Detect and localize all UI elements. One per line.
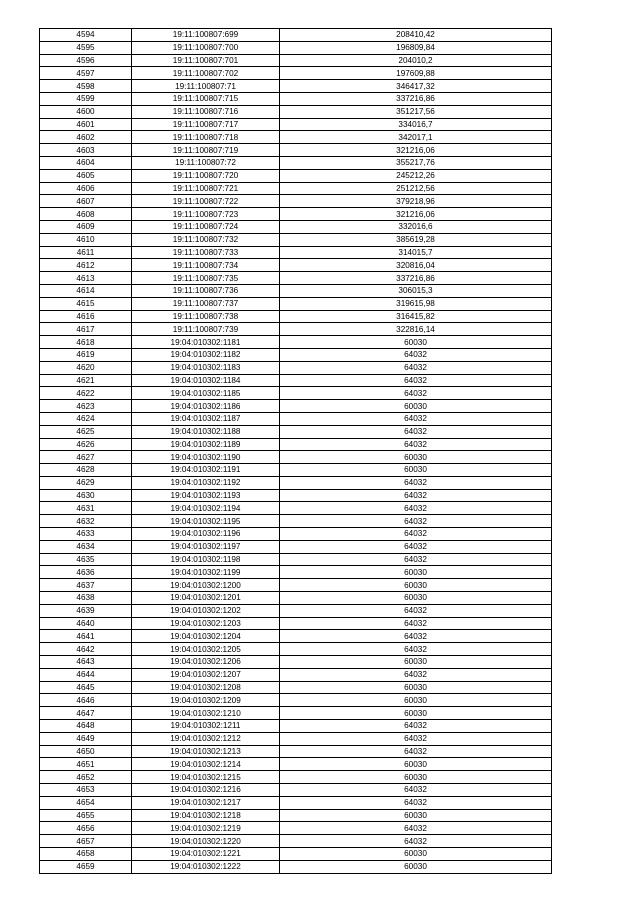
- row-number-cell: 4644: [40, 668, 132, 681]
- value-cell: 355217,76: [280, 156, 552, 169]
- cadastral-number-cell: 19:11:100807:723: [132, 208, 280, 221]
- data-table: [39, 28, 552, 874]
- value-cell: 60030: [280, 681, 552, 694]
- row-number-cell: 4640: [40, 617, 132, 630]
- row-number-cell: 4645: [40, 681, 132, 694]
- cadastral-number-cell: 19:04:010302:1200: [132, 579, 280, 592]
- cadastral-number-cell: 19:04:010302:1202: [132, 604, 280, 617]
- cadastral-number-cell: 19:04:010302:1196: [132, 528, 280, 541]
- table-row: [40, 169, 552, 182]
- cadastral-number-cell: 19:11:100807:717: [132, 118, 280, 131]
- cadastral-number-cell: 19:04:010302:1201: [132, 592, 280, 605]
- table-row: [40, 336, 552, 349]
- row-number-cell: 4621: [40, 374, 132, 387]
- value-cell: 64032: [280, 425, 552, 438]
- value-cell: 351217,56: [280, 105, 552, 118]
- table-row: [40, 105, 552, 118]
- row-number-cell: 4598: [40, 80, 132, 93]
- table-row: [40, 848, 552, 861]
- value-cell: 64032: [280, 822, 552, 835]
- table-row: [40, 694, 552, 707]
- value-cell: 60030: [280, 451, 552, 464]
- value-cell: 64032: [280, 540, 552, 553]
- cadastral-number-cell: 19:04:010302:1187: [132, 412, 280, 425]
- cadastral-number-cell: 19:04:010302:1208: [132, 681, 280, 694]
- table-row: [40, 809, 552, 822]
- cadastral-number-cell: 19:11:100807:737: [132, 297, 280, 310]
- value-cell: 60030: [280, 592, 552, 605]
- table-row: [40, 297, 552, 310]
- value-cell: 204010,2: [280, 54, 552, 67]
- cadastral-number-cell: 19:11:100807:716: [132, 105, 280, 118]
- cadastral-number-cell: 19:04:010302:1221: [132, 848, 280, 861]
- table-row: [40, 758, 552, 771]
- row-number-cell: 4635: [40, 553, 132, 566]
- cadastral-number-cell: 19:04:010302:1190: [132, 451, 280, 464]
- row-number-cell: 4638: [40, 592, 132, 605]
- table-row: [40, 489, 552, 502]
- row-number-cell: 4595: [40, 41, 132, 54]
- row-number-cell: 4630: [40, 489, 132, 502]
- table-row: [40, 284, 552, 297]
- row-number-cell: 4618: [40, 336, 132, 349]
- cadastral-number-cell: 19:04:010302:1206: [132, 656, 280, 669]
- row-number-cell: 4600: [40, 105, 132, 118]
- cadastral-number-cell: 19:04:010302:1195: [132, 515, 280, 528]
- value-cell: 64032: [280, 387, 552, 400]
- row-number-cell: 4648: [40, 720, 132, 733]
- cadastral-number-cell: 19:11:100807:724: [132, 220, 280, 233]
- row-number-cell: 4656: [40, 822, 132, 835]
- cadastral-number-cell: 19:11:100807:722: [132, 195, 280, 208]
- cadastral-number-cell: 19:04:010302:1220: [132, 835, 280, 848]
- cadastral-number-cell: 19:04:010302:1211: [132, 720, 280, 733]
- cadastral-number-cell: 19:11:100807:701: [132, 54, 280, 67]
- value-cell: 64032: [280, 502, 552, 515]
- value-cell: 60030: [280, 464, 552, 477]
- value-cell: 64032: [280, 796, 552, 809]
- row-number-cell: 4655: [40, 809, 132, 822]
- row-number-cell: 4626: [40, 438, 132, 451]
- table-row: [40, 233, 552, 246]
- value-cell: 208410,42: [280, 29, 552, 42]
- cadastral-number-cell: 19:11:100807:699: [132, 29, 280, 42]
- cadastral-number-cell: 19:04:010302:1222: [132, 860, 280, 873]
- cadastral-number-cell: 19:04:010302:1217: [132, 796, 280, 809]
- value-cell: 64032: [280, 374, 552, 387]
- row-number-cell: 4639: [40, 604, 132, 617]
- row-number-cell: 4617: [40, 323, 132, 336]
- row-number-cell: 4597: [40, 67, 132, 80]
- value-cell: 337216,86: [280, 272, 552, 285]
- cadastral-number-cell: 19:04:010302:1198: [132, 553, 280, 566]
- table-row: [40, 592, 552, 605]
- row-number-cell: 4620: [40, 361, 132, 374]
- value-cell: 60030: [280, 758, 552, 771]
- cadastral-number-cell: 19:04:010302:1203: [132, 617, 280, 630]
- value-cell: 64032: [280, 361, 552, 374]
- row-number-cell: 4622: [40, 387, 132, 400]
- cadastral-number-cell: 19:04:010302:1207: [132, 668, 280, 681]
- table-row: [40, 80, 552, 93]
- table-body: [40, 29, 552, 874]
- cadastral-number-cell: 19:11:100807:71: [132, 80, 280, 93]
- cadastral-number-cell: 19:04:010302:1216: [132, 784, 280, 797]
- value-cell: 64032: [280, 476, 552, 489]
- table-row: [40, 182, 552, 195]
- table-row: [40, 528, 552, 541]
- cadastral-number-cell: 19:11:100807:700: [132, 41, 280, 54]
- value-cell: 64032: [280, 835, 552, 848]
- cadastral-number-cell: 19:11:100807:734: [132, 259, 280, 272]
- value-cell: 316415,82: [280, 310, 552, 323]
- row-number-cell: 4603: [40, 144, 132, 157]
- table-row: [40, 464, 552, 477]
- table-row: [40, 502, 552, 515]
- table-row: [40, 131, 552, 144]
- table-row: [40, 400, 552, 413]
- value-cell: 64032: [280, 553, 552, 566]
- value-cell: 314015,7: [280, 246, 552, 259]
- value-cell: 196809,84: [280, 41, 552, 54]
- value-cell: 332016,6: [280, 220, 552, 233]
- row-number-cell: 4647: [40, 707, 132, 720]
- value-cell: 60030: [280, 400, 552, 413]
- table-row: [40, 796, 552, 809]
- cadastral-number-cell: 19:04:010302:1214: [132, 758, 280, 771]
- table-row: [40, 259, 552, 272]
- table-row: [40, 118, 552, 131]
- value-cell: 306015,3: [280, 284, 552, 297]
- row-number-cell: 4633: [40, 528, 132, 541]
- value-cell: 60030: [280, 771, 552, 784]
- row-number-cell: 4649: [40, 732, 132, 745]
- table-row: [40, 643, 552, 656]
- value-cell: 64032: [280, 643, 552, 656]
- row-number-cell: 4632: [40, 515, 132, 528]
- row-number-cell: 4606: [40, 182, 132, 195]
- row-number-cell: 4623: [40, 400, 132, 413]
- cadastral-number-cell: 19:04:010302:1184: [132, 374, 280, 387]
- table-row: [40, 54, 552, 67]
- value-cell: 64032: [280, 732, 552, 745]
- cadastral-number-cell: 19:04:010302:1209: [132, 694, 280, 707]
- value-cell: 251212,56: [280, 182, 552, 195]
- row-number-cell: 4607: [40, 195, 132, 208]
- table-row: [40, 566, 552, 579]
- value-cell: 64032: [280, 515, 552, 528]
- row-number-cell: 4612: [40, 259, 132, 272]
- row-number-cell: 4610: [40, 233, 132, 246]
- value-cell: 320816,04: [280, 259, 552, 272]
- value-cell: 379218,96: [280, 195, 552, 208]
- cadastral-number-cell: 19:04:010302:1213: [132, 745, 280, 758]
- value-cell: 342017,1: [280, 131, 552, 144]
- value-cell: 319615,98: [280, 297, 552, 310]
- cadastral-number-cell: 19:04:010302:1194: [132, 502, 280, 515]
- cadastral-number-cell: 19:04:010302:1186: [132, 400, 280, 413]
- cadastral-number-cell: 19:04:010302:1182: [132, 348, 280, 361]
- cadastral-number-cell: 19:04:010302:1192: [132, 476, 280, 489]
- table-row: [40, 681, 552, 694]
- row-number-cell: 4608: [40, 208, 132, 221]
- cadastral-number-cell: 19:04:010302:1204: [132, 630, 280, 643]
- table-row: [40, 860, 552, 873]
- table-row: [40, 67, 552, 80]
- cadastral-number-cell: 19:11:100807:702: [132, 67, 280, 80]
- value-cell: 60030: [280, 860, 552, 873]
- value-cell: 321216,06: [280, 144, 552, 157]
- row-number-cell: 4609: [40, 220, 132, 233]
- row-number-cell: 4631: [40, 502, 132, 515]
- value-cell: 60030: [280, 566, 552, 579]
- row-number-cell: 4605: [40, 169, 132, 182]
- table-row: [40, 707, 552, 720]
- value-cell: 60030: [280, 707, 552, 720]
- row-number-cell: 4659: [40, 860, 132, 873]
- cadastral-number-cell: 19:04:010302:1188: [132, 425, 280, 438]
- table-row: [40, 745, 552, 758]
- row-number-cell: 4613: [40, 272, 132, 285]
- cadastral-number-cell: 19:11:100807:720: [132, 169, 280, 182]
- cadastral-number-cell: 19:11:100807:736: [132, 284, 280, 297]
- row-number-cell: 4658: [40, 848, 132, 861]
- row-number-cell: 4637: [40, 579, 132, 592]
- row-number-cell: 4643: [40, 656, 132, 669]
- row-number-cell: 4611: [40, 246, 132, 259]
- value-cell: 60030: [280, 656, 552, 669]
- value-cell: 60030: [280, 809, 552, 822]
- table-row: [40, 374, 552, 387]
- cadastral-number-cell: 19:04:010302:1215: [132, 771, 280, 784]
- row-number-cell: 4601: [40, 118, 132, 131]
- table-row: [40, 246, 552, 259]
- row-number-cell: 4627: [40, 451, 132, 464]
- value-cell: 60030: [280, 694, 552, 707]
- table-row: [40, 425, 552, 438]
- row-number-cell: 4599: [40, 92, 132, 105]
- row-number-cell: 4624: [40, 412, 132, 425]
- row-number-cell: 4596: [40, 54, 132, 67]
- cadastral-number-cell: 19:04:010302:1185: [132, 387, 280, 400]
- value-cell: 64032: [280, 745, 552, 758]
- value-cell: 245212,26: [280, 169, 552, 182]
- table-row: [40, 617, 552, 630]
- table-row: [40, 771, 552, 784]
- table-row: [40, 220, 552, 233]
- cadastral-number-cell: 19:11:100807:735: [132, 272, 280, 285]
- cadastral-number-cell: 19:11:100807:715: [132, 92, 280, 105]
- table-row: [40, 272, 552, 285]
- cadastral-number-cell: 19:11:100807:721: [132, 182, 280, 195]
- table-row: [40, 604, 552, 617]
- table-row: [40, 668, 552, 681]
- row-number-cell: 4650: [40, 745, 132, 758]
- row-number-cell: 4646: [40, 694, 132, 707]
- row-number-cell: 4657: [40, 835, 132, 848]
- table-row: [40, 451, 552, 464]
- table-row: [40, 310, 552, 323]
- table-row: [40, 784, 552, 797]
- row-number-cell: 4634: [40, 540, 132, 553]
- row-number-cell: 4642: [40, 643, 132, 656]
- table-row: [40, 41, 552, 54]
- value-cell: 334016,7: [280, 118, 552, 131]
- row-number-cell: 4629: [40, 476, 132, 489]
- cadastral-number-cell: 19:04:010302:1205: [132, 643, 280, 656]
- table-row: [40, 144, 552, 157]
- table-row: [40, 156, 552, 169]
- table-row: [40, 92, 552, 105]
- value-cell: 322816,14: [280, 323, 552, 336]
- value-cell: 64032: [280, 720, 552, 733]
- cadastral-number-cell: 19:04:010302:1183: [132, 361, 280, 374]
- value-cell: 64032: [280, 528, 552, 541]
- table-row: [40, 732, 552, 745]
- value-cell: 64032: [280, 489, 552, 502]
- cadastral-number-cell: 19:04:010302:1212: [132, 732, 280, 745]
- table-row: [40, 476, 552, 489]
- cadastral-number-cell: 19:11:100807:738: [132, 310, 280, 323]
- value-cell: 60030: [280, 336, 552, 349]
- table-row: [40, 348, 552, 361]
- cadastral-number-cell: 19:11:100807:72: [132, 156, 280, 169]
- value-cell: 60030: [280, 848, 552, 861]
- value-cell: 197609,88: [280, 67, 552, 80]
- row-number-cell: 4602: [40, 131, 132, 144]
- table-row: [40, 553, 552, 566]
- cadastral-number-cell: 19:04:010302:1197: [132, 540, 280, 553]
- table-row: [40, 208, 552, 221]
- cadastral-number-cell: 19:11:100807:719: [132, 144, 280, 157]
- table-row: [40, 579, 552, 592]
- cadastral-number-cell: 19:04:010302:1191: [132, 464, 280, 477]
- cadastral-number-cell: 19:04:010302:1193: [132, 489, 280, 502]
- value-cell: 64032: [280, 617, 552, 630]
- value-cell: 321216,06: [280, 208, 552, 221]
- table-row: [40, 361, 552, 374]
- cadastral-number-cell: 19:04:010302:1210: [132, 707, 280, 720]
- value-cell: 60030: [280, 579, 552, 592]
- row-number-cell: 4625: [40, 425, 132, 438]
- row-number-cell: 4615: [40, 297, 132, 310]
- value-cell: 385619,28: [280, 233, 552, 246]
- cadastral-number-cell: 19:11:100807:718: [132, 131, 280, 144]
- value-cell: 346417,32: [280, 80, 552, 93]
- table-row: [40, 195, 552, 208]
- value-cell: 64032: [280, 668, 552, 681]
- row-number-cell: 4654: [40, 796, 132, 809]
- cadastral-number-cell: 19:11:100807:732: [132, 233, 280, 246]
- row-number-cell: 4636: [40, 566, 132, 579]
- cadastral-number-cell: 19:11:100807:733: [132, 246, 280, 259]
- table-row: [40, 438, 552, 451]
- cadastral-number-cell: 19:04:010302:1218: [132, 809, 280, 822]
- row-number-cell: 4616: [40, 310, 132, 323]
- value-cell: 64032: [280, 604, 552, 617]
- row-number-cell: 4614: [40, 284, 132, 297]
- table-row: [40, 720, 552, 733]
- value-cell: 64032: [280, 438, 552, 451]
- row-number-cell: 4604: [40, 156, 132, 169]
- table-row: [40, 630, 552, 643]
- row-number-cell: 4641: [40, 630, 132, 643]
- row-number-cell: 4619: [40, 348, 132, 361]
- table-row: [40, 515, 552, 528]
- value-cell: 64032: [280, 784, 552, 797]
- value-cell: 64032: [280, 630, 552, 643]
- value-cell: 337216,86: [280, 92, 552, 105]
- row-number-cell: 4628: [40, 464, 132, 477]
- cadastral-number-cell: 19:04:010302:1189: [132, 438, 280, 451]
- row-number-cell: 4651: [40, 758, 132, 771]
- cadastral-number-cell: 19:11:100807:739: [132, 323, 280, 336]
- table-row: [40, 656, 552, 669]
- cadastral-number-cell: 19:04:010302:1181: [132, 336, 280, 349]
- row-number-cell: 4652: [40, 771, 132, 784]
- row-number-cell: 4594: [40, 29, 132, 42]
- table-row: [40, 387, 552, 400]
- table-row: [40, 540, 552, 553]
- value-cell: 64032: [280, 348, 552, 361]
- row-number-cell: 4653: [40, 784, 132, 797]
- table-row: [40, 29, 552, 42]
- cadastral-number-cell: 19:04:010302:1219: [132, 822, 280, 835]
- table-row: [40, 822, 552, 835]
- table-row: [40, 323, 552, 336]
- value-cell: 64032: [280, 412, 552, 425]
- table-row: [40, 835, 552, 848]
- table-row: [40, 412, 552, 425]
- cadastral-number-cell: 19:04:010302:1199: [132, 566, 280, 579]
